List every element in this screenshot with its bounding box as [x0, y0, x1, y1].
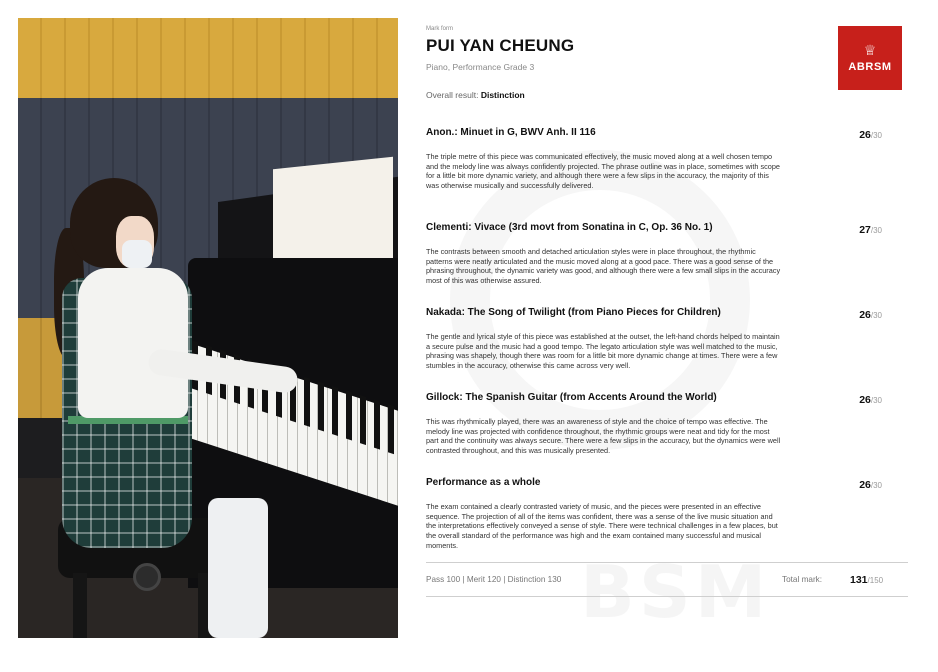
piece-score: [859, 129, 882, 141]
pianist-mask: [122, 240, 152, 268]
piece-entry-overall: [426, 477, 908, 551]
pianist-shirt: [78, 268, 188, 418]
performance-photo: [18, 18, 398, 638]
bench-adjust-knob: [133, 563, 161, 591]
total-mark: [850, 574, 883, 586]
piece-score-max: /30: [870, 226, 882, 235]
exam-subject: Piano, Performance Grade 3: [426, 62, 535, 72]
piece-score-value: 26: [859, 129, 871, 141]
piece-title: Anon.: Minuet in G, BWV Anh. II 116: [426, 127, 596, 138]
piece-score-value: 27: [859, 224, 871, 236]
crown-icon: ♕: [863, 42, 877, 58]
piece-comment: The contrasts between smooth and detached articulation styles were in place throughout, the rhythmic patterns were neatly articulated and the music moved along at a good pace. There was a good sense of the phrasing throughout, the dynamic variety was good, and although there were a few small slips in the accuracy most of this was otherwise assured.: [426, 247, 781, 286]
piece-score-value: 26: [859, 479, 871, 491]
piece-title: Nakada: The Song of Twilight (from Piano Pieces for Children): [426, 307, 721, 318]
piece-entry-4: [426, 392, 908, 456]
piece-score-max: /30: [870, 311, 882, 320]
piece-score: [859, 309, 882, 321]
piece-score-max: /30: [870, 396, 882, 405]
grade-thresholds: Pass 100 | Merit 120 | Distinction 130: [426, 575, 562, 584]
piece-comment: This was rhythmically played, there was an awareness of style and the choice of tempo was effective. The melody line was projected with confidence throughout, the rhythmic groups were neat and tidy for the most part and the continuity was always secure. There were a few slips in the accuracy, but the dynamics were well contrasted throughout, and this was musically presented.: [426, 417, 781, 456]
piece-title: Performance as a whole: [426, 477, 541, 488]
piece-score: [859, 479, 882, 491]
piece-title: Clementi: Vivace (3rd movt from Sonatina in C, Op. 36 No. 1): [426, 222, 713, 233]
pianist-legs: [208, 498, 268, 638]
piece-score-max: /30: [870, 481, 882, 490]
piece-entry-1: [426, 127, 908, 191]
student-name: PUI YAN CHEUNG: [426, 36, 575, 55]
piece-entry-2: [426, 222, 908, 286]
form-label: Mark form: [426, 26, 453, 32]
overall-result-label: Overall result:: [426, 90, 479, 100]
abrsm-logo: [838, 26, 902, 90]
piece-comment: The exam contained a clearly contrasted variety of music, and the pieces were presented in an effective sequence. The projection of all of the items was confident, there was a sense of the live music situation and the interpretations effectively conveyed a sense of style. There were technical challenges in a few places, but the overall standard of the performance was high and the exam contained many successful and musical moments.: [426, 502, 778, 550]
logo-text: ABRSM: [848, 61, 892, 73]
piece-entry-3: [426, 307, 908, 371]
piece-score-max: /30: [870, 131, 882, 140]
total-mark-max: /150: [867, 576, 884, 585]
piece-comment: The gentle and lyrical style of this piece was established at the outset, the left-hand chords helped to maintain a secure pulse and the music had a good tempo. The legato articulation style was well matched to the music, phrasing was shapely, though there was room for a little bit more dynamic change at times. There were a few stumbles in the accuracy, otherwise this came across very well.: [426, 332, 780, 371]
piece-score-value: 26: [859, 394, 871, 406]
wall-panels-upper: [18, 18, 398, 98]
piece-score: [859, 394, 882, 406]
piece-score-value: 26: [859, 309, 871, 321]
overall-result: [426, 90, 908, 100]
overall-result-value: Distinction: [480, 90, 525, 100]
total-mark-value: 131: [850, 574, 868, 586]
mark-form-header: [426, 26, 908, 100]
piece-title: Gillock: The Spanish Guitar (from Accents Around the World): [426, 392, 717, 403]
total-mark-label: Total mark:: [782, 575, 823, 584]
piece-score: [859, 224, 882, 236]
mark-totals-bar: [426, 562, 908, 597]
piece-comment: The triple metre of this piece was communicated effectively, the music moved along at a well chosen tempo and the melody line was always confidently projected. The phrase outline was in place, sometimes with scope for a little bit more dynamic variety, and although there were a few slips in the accuracy, the majority of this was otherwise musically and successfully delivered.: [426, 152, 780, 191]
bench-leg: [73, 573, 87, 638]
